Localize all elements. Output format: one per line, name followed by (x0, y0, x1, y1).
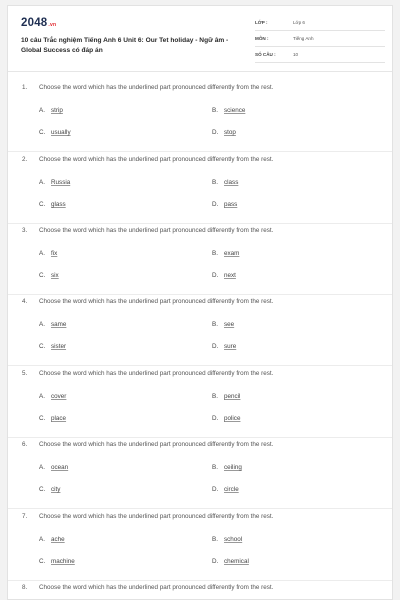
question-8 (8, 584, 393, 600)
option-letter: D. (212, 486, 219, 493)
option-d[interactable] (212, 486, 239, 493)
option-word: class (224, 179, 239, 186)
option-word: school (224, 536, 243, 543)
question-5 (8, 370, 393, 442)
option-letter: A. (39, 464, 45, 471)
option-letter: A. (39, 321, 45, 328)
divider (8, 365, 393, 366)
option-a[interactable] (39, 179, 70, 186)
option-word: sister (51, 343, 67, 350)
option-word: glass (51, 201, 66, 208)
worksheet-page (7, 5, 393, 600)
option-a[interactable] (39, 321, 66, 328)
question-3 (8, 227, 393, 299)
question-text: Choose the word which has the underlined part pronounced differently from the rest. (39, 227, 274, 234)
option-letter: A. (39, 393, 45, 400)
option-b[interactable] (212, 321, 234, 328)
option-letter: A. (39, 250, 45, 257)
option-word: ache (51, 536, 65, 543)
question-number: 6. (22, 441, 28, 448)
option-letter: D. (212, 343, 219, 350)
divider (8, 294, 393, 295)
option-d[interactable] (212, 558, 249, 565)
logo-domain: .vn (48, 22, 57, 28)
worksheet-header (8, 6, 392, 72)
question-2 (8, 156, 393, 228)
option-word: fix (51, 250, 58, 257)
option-word: machine (51, 558, 75, 565)
option-word: stop (224, 129, 236, 136)
meta-label: MÔN : (255, 36, 269, 41)
option-word: same (51, 321, 67, 328)
meta-label: LỚP : (255, 20, 268, 25)
question-number: 1. (22, 84, 28, 91)
question-1 (8, 84, 393, 156)
question-text: Choose the word which has the underlined part pronounced differently from the rest. (39, 441, 274, 448)
option-b[interactable] (212, 179, 238, 186)
meta-row-count (255, 50, 385, 63)
option-d[interactable] (212, 415, 240, 422)
option-word: exam (224, 250, 240, 257)
option-d[interactable] (212, 129, 236, 136)
option-letter: A. (39, 107, 45, 114)
option-c[interactable] (39, 486, 60, 493)
meta-info (255, 18, 385, 66)
meta-row-subject (255, 34, 385, 47)
option-word: cover (51, 393, 67, 400)
option-word: circle (224, 486, 239, 493)
question-text: Choose the word which has the underlined part pronounced differently from the rest. (39, 370, 274, 377)
option-letter: C. (39, 129, 46, 136)
logo-text: 2048 (21, 17, 48, 29)
option-letter: D. (212, 129, 219, 136)
question-7 (8, 513, 393, 585)
option-word: strip (51, 107, 63, 114)
option-word: pencil (224, 393, 241, 400)
option-word: ocean (51, 464, 69, 471)
option-word: chemical (224, 558, 249, 565)
question-4 (8, 298, 393, 370)
option-letter: C. (39, 558, 46, 565)
question-text: Choose the word which has the underlined part pronounced differently from the rest. (39, 298, 274, 305)
option-word: next (224, 272, 236, 279)
option-c[interactable] (39, 201, 66, 208)
option-letter: A. (39, 179, 45, 186)
meta-row-class (255, 18, 385, 31)
question-number: 3. (22, 227, 28, 234)
meta-value: 10 (293, 52, 299, 57)
divider (8, 223, 393, 224)
option-letter: C. (39, 201, 46, 208)
option-letter: A. (39, 536, 45, 543)
meta-value: Tiếng Anh (293, 36, 314, 41)
option-letter: B. (212, 179, 218, 186)
option-c[interactable] (39, 558, 75, 565)
option-letter: C. (39, 343, 46, 350)
option-letter: B. (212, 107, 218, 114)
option-c[interactable] (39, 129, 71, 136)
option-b[interactable] (212, 250, 239, 257)
option-a[interactable] (39, 393, 66, 400)
divider (8, 437, 393, 438)
question-text: Choose the word which has the underlined part pronounced differently from the rest. (39, 584, 274, 591)
option-a[interactable] (39, 250, 57, 257)
option-letter: C. (39, 272, 46, 279)
question-6 (8, 441, 393, 513)
question-number: 8. (22, 584, 28, 591)
divider (8, 151, 393, 152)
option-word: place (51, 415, 67, 422)
option-word: Russia (51, 179, 71, 186)
option-d[interactable] (212, 201, 237, 208)
option-b[interactable] (212, 536, 242, 543)
option-c[interactable] (39, 272, 59, 279)
option-letter: D. (212, 558, 219, 565)
option-b[interactable] (212, 393, 240, 400)
option-letter: D. (212, 415, 219, 422)
meta-label: SỐ CÂU : (255, 52, 276, 57)
option-word: city (51, 486, 61, 493)
option-letter: D. (212, 272, 219, 279)
option-b[interactable] (212, 464, 242, 471)
option-word: pass (224, 201, 238, 208)
option-letter: B. (212, 321, 218, 328)
option-word: six (51, 272, 59, 279)
option-d[interactable] (212, 343, 236, 350)
option-word: see (224, 321, 235, 328)
option-word: sure (224, 343, 237, 350)
option-a[interactable] (39, 107, 63, 114)
option-letter: B. (212, 250, 218, 257)
option-letter: C. (39, 486, 46, 493)
option-letter: B. (212, 536, 218, 543)
meta-value: Lớp 6 (293, 20, 305, 25)
option-c[interactable] (39, 343, 66, 350)
option-a[interactable] (39, 464, 68, 471)
option-word: usually (51, 129, 71, 136)
site-logo[interactable] (21, 17, 56, 29)
question-number: 5. (22, 370, 28, 377)
question-number: 7. (22, 513, 28, 520)
option-letter: B. (212, 393, 218, 400)
divider (8, 508, 393, 509)
option-letter: B. (212, 464, 218, 471)
option-word: police (224, 415, 241, 422)
document-title: 10 câu Trắc nghiệm Tiếng Anh 6 Unit 6: Our Tet holiday - Ngữ âm - Global Success có đáp án (21, 37, 229, 54)
option-letter: D. (212, 201, 219, 208)
option-c[interactable] (39, 415, 66, 422)
option-b[interactable] (212, 107, 245, 114)
question-text: Choose the word which has the underlined part pronounced differently from the rest. (39, 84, 274, 91)
question-text: Choose the word which has the underlined part pronounced differently from the rest. (39, 156, 274, 163)
question-text: Choose the word which has the underlined part pronounced differently from the rest. (39, 513, 274, 520)
option-word: science (224, 107, 246, 114)
option-a[interactable] (39, 536, 65, 543)
question-number: 4. (22, 298, 28, 305)
option-letter: C. (39, 415, 46, 422)
option-word: ceiling (224, 464, 242, 471)
option-d[interactable] (212, 272, 236, 279)
divider (8, 580, 393, 581)
question-number: 2. (22, 156, 28, 163)
